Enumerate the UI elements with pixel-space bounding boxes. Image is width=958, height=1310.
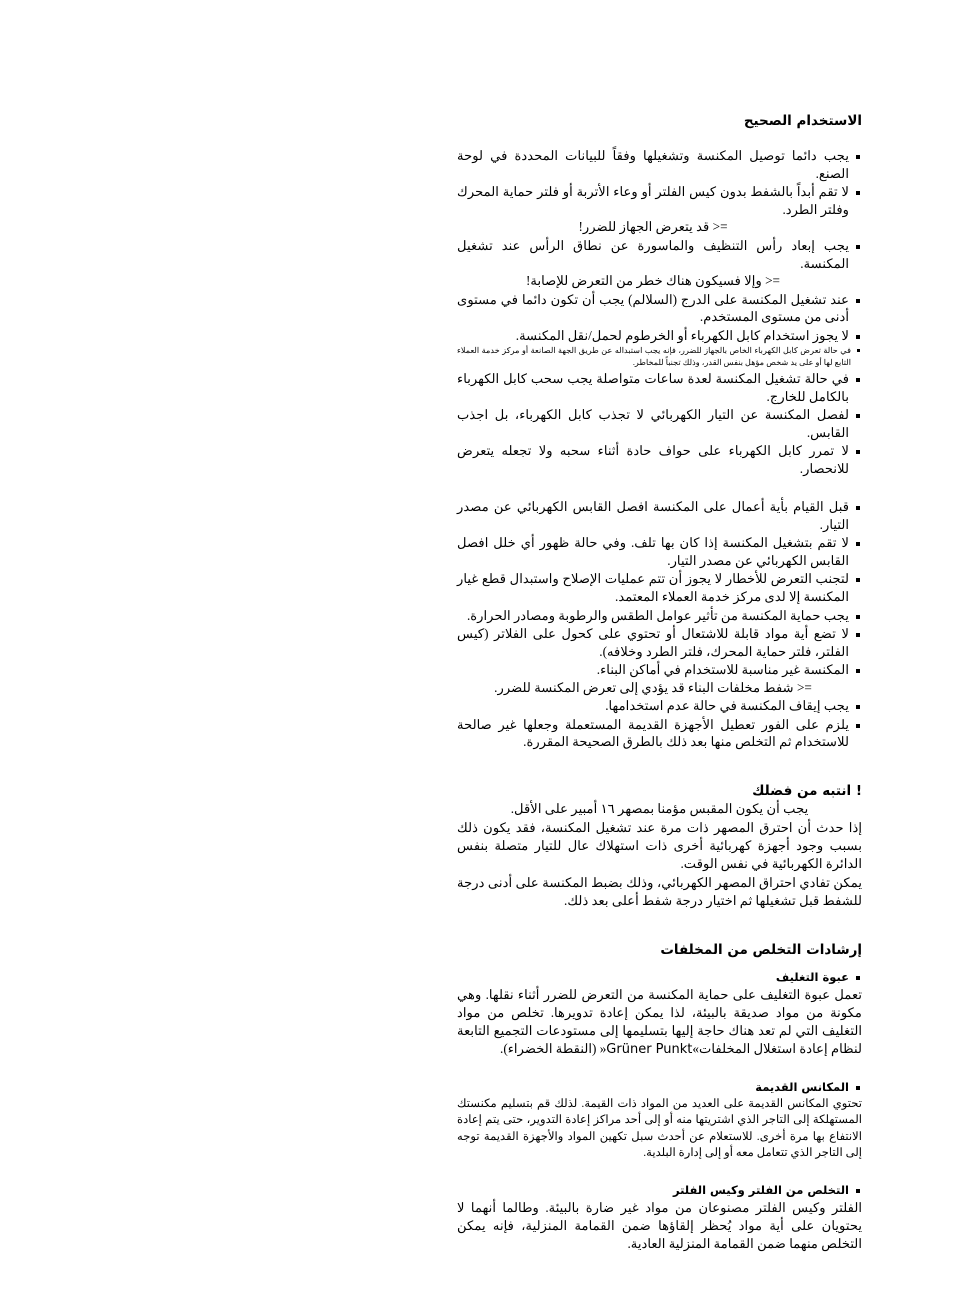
list-item-consequence: =< شفط مخلفات البناء قد يؤدي إلى تعرض المكنسة للضرر.: [494, 679, 812, 695]
list-item-text: لا تمرر كابل الكهرباء على حواف حادة أثناء سحبه ولا تجعله يتعرض للانحصار.: [457, 443, 849, 476]
list-item-text: يجب إبعاد رأس التنظيف والماسورة عن نطاق الرأس عند تشغيل المكنسة.: [457, 237, 849, 271]
list-item: [457, 237, 862, 290]
text-column: [457, 112, 862, 1253]
disposal-subsection-body: تحتوي المكانس القديمة على العديد من المواد ذات القيمة. لذلك قم بتسليم مكنستك المستهلكة إلى التاجر الذي اشتريتها منه أو إلى أحد مراكز إعادة التدوير، حتى يتم إعادة الانتفاع بها مرة أخرى. للاستعلام عن أحدث سبل تكهين المواد والأجهزة القديمة توجه إلى التاجر الذي تتعامل معه أو إلى إدارة البلدية.: [457, 1096, 862, 1160]
section-title-correct-use: الاستخدام الصحيح: [743, 113, 862, 129]
list-item-text: يلزم على الفور تعطيل الأجهزة القديمة المستعملة وجعلها غير صالحة للاستخدام ثم التخلص منها بعد ذلك بالطرق الصحيحة المقررة.: [457, 716, 849, 750]
attention-paragraph: يمكن تفادي احتراق المصهر الكهربائي، وذلك بضبط المكنسة على أدنى درجة للشفط قبل تشغيلها ثم اختيار درجة شفط أعلى بعد ذلك.: [457, 874, 862, 908]
section-attention: [457, 782, 862, 910]
section-disposal: [457, 941, 862, 1253]
list-item: [457, 406, 862, 441]
list-item: [457, 697, 862, 715]
bullet-list-correct-use-group-2: [457, 498, 862, 751]
list-item: [457, 607, 862, 625]
list-item-text: لا يجوز استخدام كابل الكهرباء أو الخرطوم لحمل/نقل المكنسة.: [515, 327, 849, 343]
list-item: [457, 327, 862, 345]
list-item: [457, 291, 862, 326]
list-item-text: يجب دائما توصيل المكنسة وتشغيلها وفقاً للبيانات المحددة في لوحة الصنع.: [457, 148, 849, 181]
disposal-subsection-body: الفلتر وكيس الفلتر مصنوعان من مواد غير ضارة بالبيئة. وطالما أنهما لا يحتويان على أية مواد يُحظر إلقاؤها ضمن القمامة المنزلية، فإنه يمكن التخلص منهما ضمن القمامة المنزلية العادية.: [457, 1199, 862, 1251]
list-item: [457, 625, 862, 660]
list-item: [457, 370, 862, 405]
list-item-text: لتجنب التعرض للأخطار لا يجوز أن تتم عمليات الإصلاح واستبدال قطع غيار المكنسة إلا لدى مركز خدمة العملاء المعتمد.: [457, 571, 849, 605]
list-item-text: لا تقم بتشغيل المكنسة إذا كان بها تلف. وفي حالة ظهور أي خلل افصل القابس الكهربائي عن مصدر التيار.: [457, 535, 849, 568]
disposal-subsection-packaging: [457, 969, 862, 1059]
disposal-subsection-heading: المكانس القديمة: [457, 1079, 862, 1095]
spacer: [457, 1162, 862, 1182]
list-item-text: لا تضع أية مواد قابلة للاشتعال أو تحتوي على كحول على الفلاتر (كيس الفلتر، فلتر حماية المحرك، فلتر الطرد وخلافه).: [457, 626, 849, 659]
list-item-legal-note: [457, 345, 862, 369]
section-title-attention: [457, 782, 862, 800]
list-item-text: في حالة تشغيل المكنسة لعدة ساعات متواصلة يجب سحب كابل الكهرباء بالكامل للخارج.: [457, 371, 849, 404]
disposal-body-text: تعمل عبوة التغليف على حماية المكنسة من التعرض للضرر أثناء نقلها. وهي مكونة من مواد صديقة بالبيئة، لذا يمكن إعادة تدويرها. تخلص من مواد التغليف التي لم تعد هناك حاجة إليها بتسليمها إلى مستودعات التجميع التابعة لنظام إعادة استغلال المخلفات: [457, 987, 862, 1057]
list-item-text: يجب حماية المكنسة من تأثير عوامل الطقس والرطوبة ومصادر الحرارة.: [466, 607, 849, 623]
list-item: [457, 183, 862, 236]
disposal-subsection-body: [457, 986, 862, 1059]
list-item: [457, 442, 862, 477]
disposal-body-tail: « (النقطة الخضراء).: [500, 1041, 607, 1057]
list-item: [457, 534, 862, 569]
list-item-text: في حالة تعرض كابل الكهرباء الخاص بالجهاز للضرر، فإنه يجب استبداله عن طريق الجهة الصانعة أو مركز خدمة العملاء التابع لها أو على يد شخص مؤهل بنفس القدر، وذلك تجنباً للمخاطر.: [457, 346, 851, 368]
list-item: [457, 570, 862, 605]
list-item: [457, 147, 862, 182]
disposal-subsection-heading: التخلص من الفلتر وكيس الفلتر: [457, 1182, 862, 1198]
list-item-text: لا تقم أبداً بالشفط بدون كيس الفلتر أو وعاء الأتربة أو فلتر حماية المحرك وفلتر الطرد.: [457, 184, 849, 217]
list-item: [457, 716, 862, 751]
spacer: [457, 911, 862, 941]
list-item: [457, 661, 862, 696]
spacer: [457, 959, 862, 969]
disposal-subsection-filter: [457, 1182, 862, 1253]
attention-paragraph: إذا حدث أن احترق المصهر ذات مرة عند تشغيل المكنسة، فقد يكون ذلك بسبب وجود أجهزة كهربائية أخرى ذات استهلاك عال للتيار متصلة بنفس الدائرة الكهربائية في نفس الوقت.: [457, 820, 862, 872]
list-item: [457, 498, 862, 533]
list-item-text: يجب إيقاف المكنسة في حالة عدم استخدامها.: [605, 698, 849, 714]
list-item-text: لفصل المكنسة عن التيار الكهربائي لا تجذب كابل الكهرباء، بل اجذب القابس.: [457, 407, 849, 440]
spacer: [457, 752, 862, 782]
disposal-subsection-old-vacuums: [457, 1079, 862, 1162]
list-item-consequence: =< وإلا فسيكون هناك خطر من التعرض للإصابة!: [526, 273, 780, 289]
guillemet-open: »: [692, 1041, 699, 1057]
attention-paragraph: يجب أن يكون المقبس مؤمنا بمصهر ١٦ أمبير على الأقل.: [510, 801, 809, 817]
disposal-subsection-heading: عبوة التغليف: [457, 969, 862, 985]
list-item-consequence: =< قد يتعرض الجهاز للضرر!: [578, 219, 728, 235]
exclamation-icon: !: [855, 782, 862, 799]
section-title-disposal: إرشادات التخلص من المخلفات: [660, 941, 862, 958]
bullet-list-correct-use-group-1: [457, 147, 862, 477]
list-item-text: قبل القيام بأية أعمال على المكنسة افصل القابس الكهربائي عن مصدر التيار.: [457, 499, 849, 532]
spacer: [457, 130, 862, 147]
section-title-attention-text: انتبه من فضلك: [752, 782, 852, 799]
spacer: [457, 1059, 862, 1079]
section-correct-use: [457, 112, 862, 751]
list-item-text: عند تشغيل المكنسة على الدرج (السلالم) يجب أن تكون دائما في مستوى أدنى من مستوى المستخدم.: [457, 291, 849, 325]
green-dot-trademark: Grüner Punkt: [606, 1042, 693, 1058]
spacer: [457, 478, 862, 498]
list-item-text: المكنسة غير مناسبة للاستخدام في أماكن البناء.: [596, 662, 849, 678]
